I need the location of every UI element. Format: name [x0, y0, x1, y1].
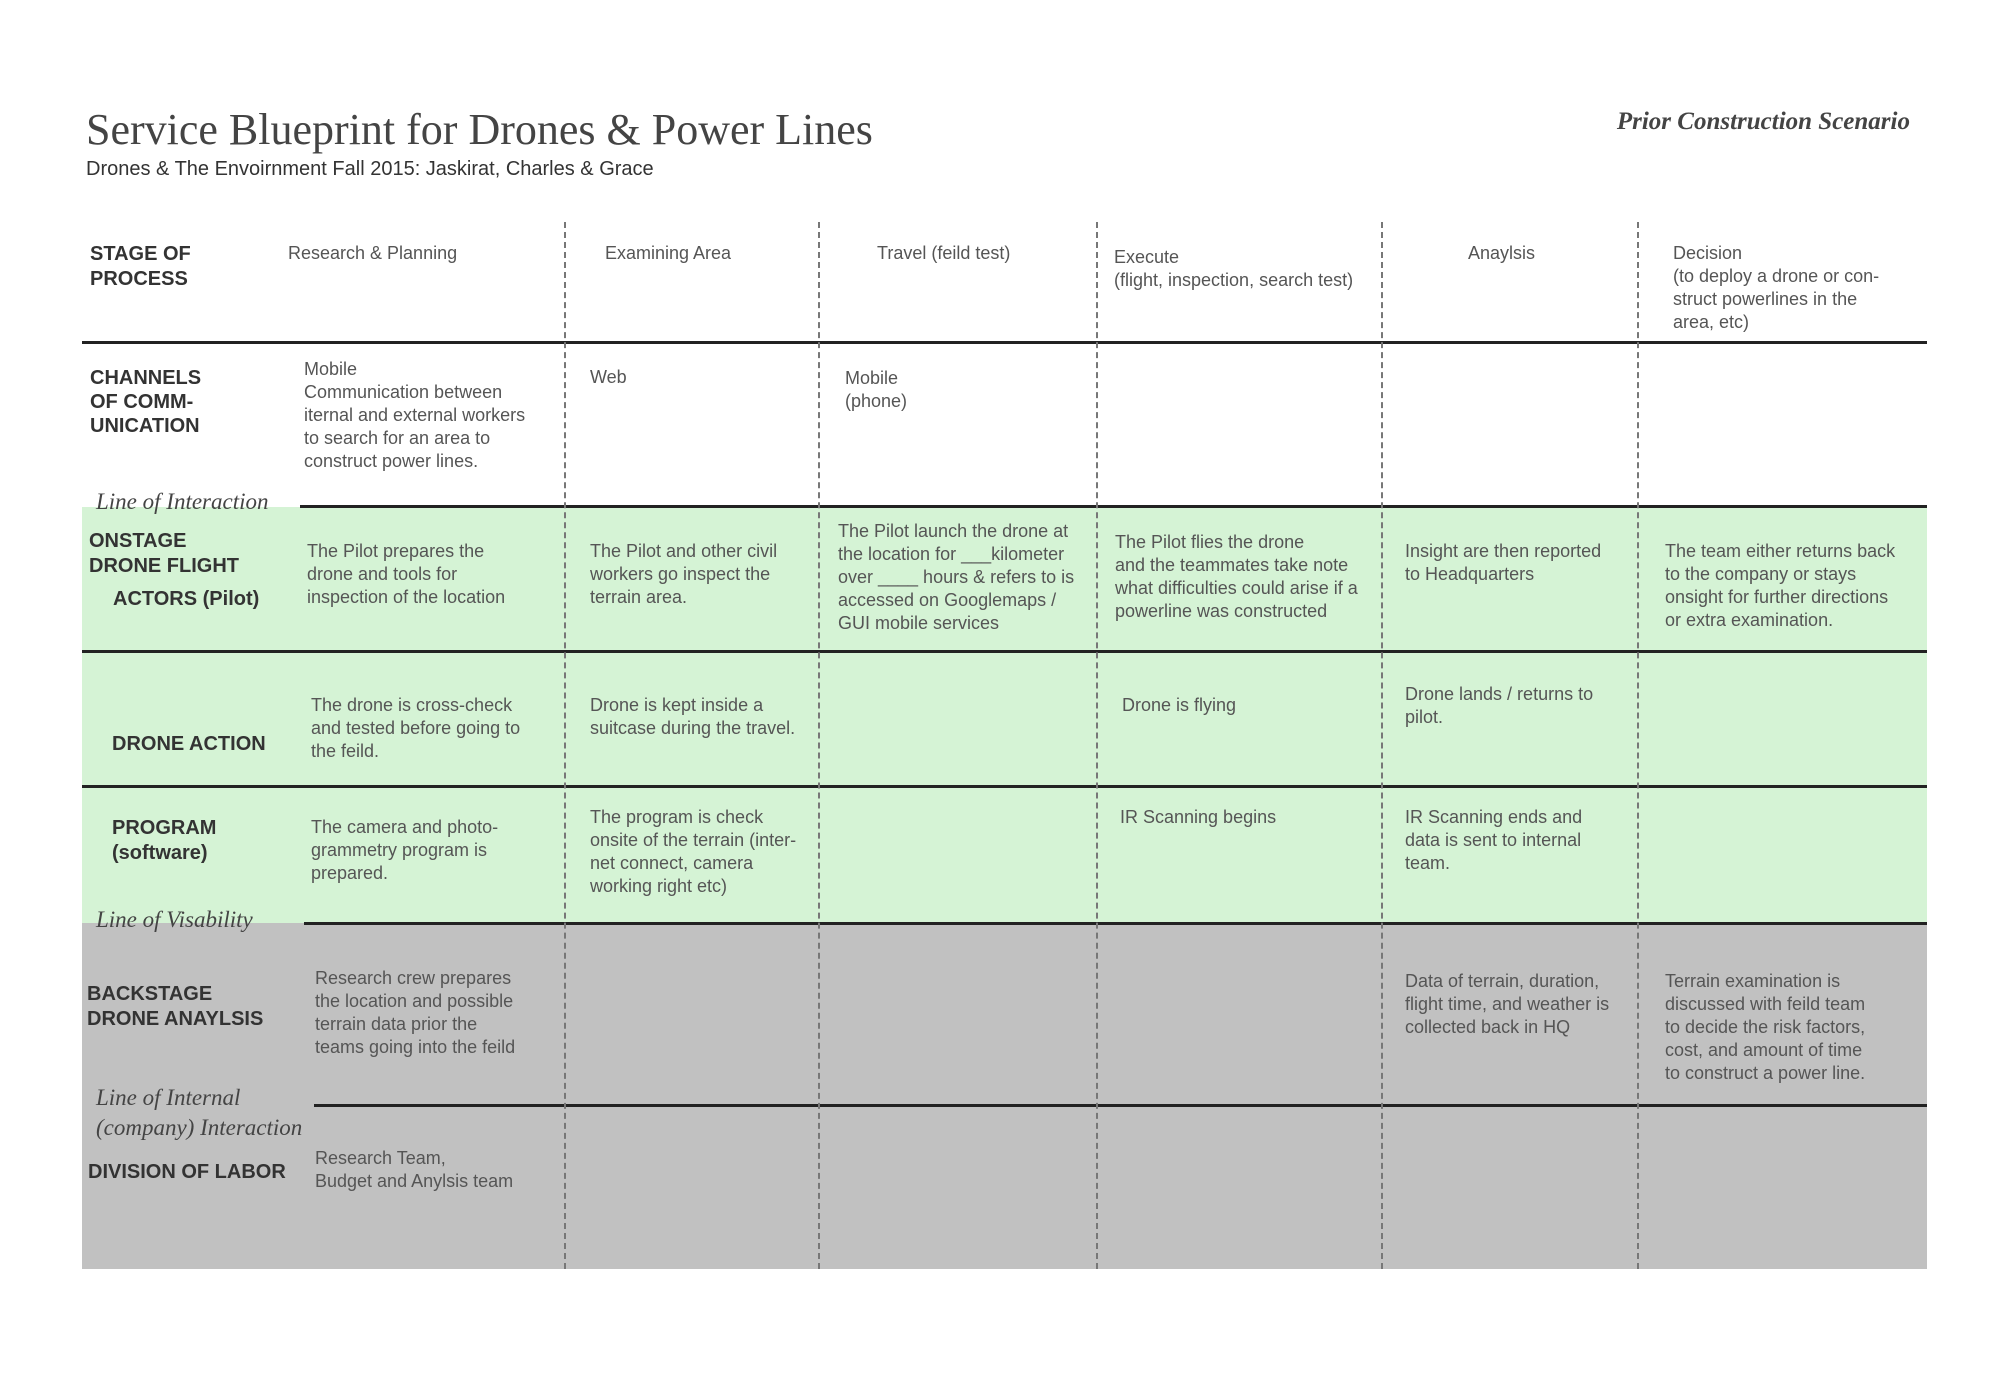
row-label-drone-action: [112, 732, 266, 757]
row-label-line: ONSTAGE: [89, 530, 187, 552]
row-label-line: (software): [112, 842, 208, 864]
column-divider: [564, 222, 566, 1269]
onstage-cell: The Pilot prepares the drone and tools for inspection of the location: [307, 541, 506, 607]
drone-action-cell: The drone is cross-check and tested before going to the feild.: [311, 695, 521, 761]
program-cell: The program is check onsite of the terrain (inter- net connect, camera working right etc): [590, 807, 797, 896]
drone-action-divider-line: [82, 785, 1927, 788]
row-label-line: UNICATION: [90, 415, 200, 437]
channels-cell: Mobile (phone): [845, 368, 908, 411]
row-label-line: DRONE ACTION: [112, 733, 266, 755]
column-divider: [1637, 222, 1639, 1269]
drone-action-cell: Drone lands / returns to pilot.: [1405, 684, 1594, 727]
row-label-line: ACTORS (Pilot): [113, 588, 260, 610]
row-label-line: OF COMM-: [90, 391, 194, 413]
line-of-internal-label: Line of Internal: [96, 1085, 241, 1110]
row-label-line: DRONE FLIGHT: [89, 555, 239, 577]
line-of-interaction-label: Line of Interaction: [96, 489, 269, 514]
row-label-line: DRONE ANAYLSIS: [87, 1008, 264, 1030]
line-of-visibility-label: Line of Visability: [96, 907, 253, 932]
onstage-divider-line: [82, 650, 1927, 653]
row-label-line: CHANNELS: [90, 367, 202, 389]
onstage-cell: The Pilot flies the drone and the teammates take note what difficulties could arise if a powerline was constructed: [1115, 532, 1358, 621]
row-label-line: STAGE OF: [90, 243, 191, 265]
backstage-cell: Terrain examination is discussed with feild team to decide the risk factors, cost, and amount of time to construct a power line.: [1665, 971, 1866, 1083]
drone-action-cell: Drone is flying: [1122, 695, 1237, 715]
channels-cell: Mobile Communication between iternal and external workers to search for an area to construct power lines.: [304, 359, 526, 471]
line-of-interaction: [300, 505, 1927, 508]
row-label-line: PROCESS: [90, 268, 188, 290]
line-of-internal-label-2: (company) Interaction: [96, 1115, 303, 1140]
division-cell: Research Team, Budget and Anylsis team: [315, 1148, 514, 1191]
column-divider: [1381, 222, 1383, 1269]
row-label-program: [112, 816, 216, 866]
drone-action-cell: Drone is kept inside a suitcase during the travel.: [590, 695, 796, 738]
line-of-internal-interaction: [314, 1104, 1927, 1107]
column-divider: [1096, 222, 1098, 1269]
row-label-division: [88, 1160, 286, 1185]
page-subtitle: Drones & The Envoirnment Fall 2015: Jaskirat, Charles & Grace: [86, 158, 654, 180]
row-label-line: DIVISION OF LABOR: [88, 1161, 286, 1183]
scenario-label: Prior Construction Scenario: [1616, 108, 1910, 135]
row-label-stage: [90, 242, 191, 292]
stage-cell: Examining Area: [605, 243, 732, 263]
onstage-cell: The Pilot and other civil workers go inspect the terrain area.: [590, 541, 778, 607]
row-label-channels: [90, 366, 201, 438]
row-label-backstage: [87, 982, 263, 1032]
stage-cell: Travel (feild test): [877, 243, 1011, 263]
stage-divider-line: [82, 341, 1927, 344]
onstage-cell: Insight are then reported to Headquarters: [1405, 541, 1602, 584]
line-of-visibility: [304, 922, 1927, 925]
row-label-line: BACKSTAGE: [87, 983, 213, 1005]
stage-cell: Decision (to deploy a drone or con- struct powerlines in the area, etc): [1673, 243, 1880, 332]
row-label-line: PROGRAM: [112, 817, 217, 839]
backstage-cell: Research crew prepares the location and possible terrain data prior the teams going into the feild: [315, 968, 516, 1057]
column-divider: [818, 222, 820, 1269]
channels-cell: Web: [590, 367, 627, 387]
onstage-cell: The team either returns back to the company or stays onsight for further directions or extra examination.: [1665, 541, 1896, 630]
row-label-onstage: [89, 529, 259, 612]
program-cell: IR Scanning begins: [1120, 807, 1277, 827]
program-cell: IR Scanning ends and data is sent to internal team.: [1405, 807, 1583, 873]
onstage-cell: The Pilot launch the drone at the location for ___kilometer over ____ hours & refers to is accessed on Googlemaps / GUI mobile services: [838, 521, 1075, 633]
stage-cell: Anaylsis: [1468, 243, 1536, 263]
program-cell: The camera and photo- grammetry program is prepared.: [311, 817, 499, 883]
page-title: Service Blueprint for Drones & Power Lines: [86, 105, 873, 154]
stage-cell: Research & Planning: [288, 243, 458, 263]
backstage-cell: Data of terrain, duration, flight time, and weather is collected back in HQ: [1405, 971, 1610, 1037]
stage-cell: Execute (flight, inspection, search test): [1114, 247, 1354, 290]
